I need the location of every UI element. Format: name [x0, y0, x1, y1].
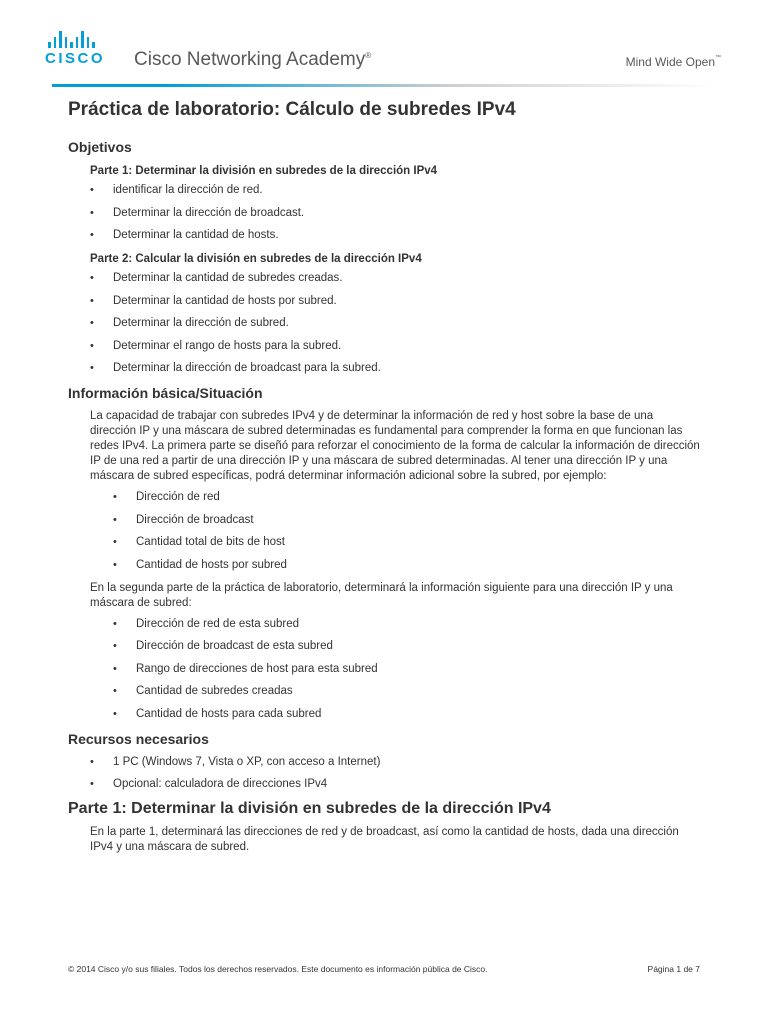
- copyright-text: © 2014 Cisco y/o sus filiales. Todos los derechos reservados. Este documento es información pública de Cisco.: [68, 964, 488, 974]
- background-heading: Información básica/Situación: [68, 385, 263, 401]
- part1-heading: Parte 1: Determinar la división en subredes de la dirección IPv4: [68, 800, 551, 817]
- page-number: Página 1 de 7: [647, 964, 700, 974]
- part1-paragraph: En la parte 1, determinará las direcciones de red y de broadcast, así como la cantidad de hosts, dada una dirección IPv4 y una máscara de subred.: [90, 826, 679, 853]
- background-list-2: [113, 617, 698, 722]
- list-item: • Cantidad total de bits de host: [113, 535, 698, 550]
- cisco-bars-icon: [48, 30, 105, 48]
- document-title: Práctica de laboratorio: Cálculo de subredes IPv4: [68, 99, 516, 120]
- cisco-wordmark: CISCO: [45, 50, 106, 67]
- page-header: [0, 0, 768, 92]
- cisco-logo: [45, 30, 105, 67]
- document-body: [68, 97, 698, 863]
- list-item: • Determinar el rango de hosts para la subred.: [90, 339, 698, 354]
- part1-section: [68, 800, 698, 855]
- objectives-heading: Objetivos: [68, 139, 132, 155]
- header-divider: [52, 84, 718, 87]
- objectives-part1-list: [90, 183, 698, 243]
- resources-section: [68, 730, 698, 793]
- list-item: • Determinar la dirección de broadcast para la subred.: [90, 361, 698, 376]
- list-item: • Determinar la cantidad de subredes creadas.: [90, 271, 698, 286]
- list-item: • Determinar la dirección de broadcast.: [90, 206, 698, 221]
- background-paragraph-2: En la segunda parte de la práctica de laboratorio, determinará la información siguiente para una dirección IP y una máscara de subred:: [90, 581, 673, 609]
- list-item: • Dirección de broadcast: [113, 513, 698, 528]
- background-paragraph-1: La capacidad de trabajar con subredes IPv4 y de determinar la información de red y host sobre la base de una dirección IP y una máscara de subred determinadas es fundamental para comprender la forma en que funcionan las redes IPv4. La primera parte se diseñó para reforzar el conocimiento de la forma de calcular la información de dirección IP de una red a partir de una dirección IP y una máscara de subred determinadas. Al tener una dirección IP y una máscara de subred específicas, podrá determinar información adicional sobre la subred, por ejemplo:: [90, 410, 700, 482]
- list-item: • identificar la dirección de red.: [90, 183, 698, 198]
- list-item: • Cantidad de hosts por subred: [113, 558, 698, 573]
- list-item: • Dirección de broadcast de esta subred: [113, 639, 698, 654]
- tagline: Mind Wide Open™: [625, 55, 721, 69]
- background-list-1: [113, 490, 698, 573]
- list-item: • Determinar la cantidad de hosts por subred.: [90, 294, 698, 309]
- background-section: [68, 384, 698, 722]
- list-item: • Cantidad de hosts para cada subred: [113, 707, 698, 722]
- list-item: • Determinar la cantidad de hosts.: [90, 228, 698, 243]
- list-item: • Rango de direcciones de host para esta subred: [113, 662, 698, 677]
- list-item: • 1 PC (Windows 7, Vista o XP, con acceso a Internet): [90, 755, 698, 770]
- objectives-part2-list: [90, 271, 698, 376]
- resources-heading: Recursos necesarios: [68, 730, 209, 747]
- list-item: • Dirección de red de esta subred: [113, 617, 698, 632]
- list-item: • Opcional: calculadora de direcciones IPv4: [90, 777, 698, 792]
- objectives-part2-heading: Parte 2: Calcular la división en subredes de la dirección IPv4: [90, 253, 422, 265]
- list-item: • Dirección de red: [113, 490, 698, 505]
- academy-name: Cisco Networking Academy®: [134, 49, 372, 70]
- list-item: • Determinar la dirección de subred.: [90, 316, 698, 331]
- resources-list: [90, 755, 698, 793]
- objectives-part1-heading: Parte 1: Determinar la división en subredes de la dirección IPv4: [90, 165, 438, 177]
- objectives-section: [68, 138, 698, 376]
- list-item: • Cantidad de subredes creadas: [113, 684, 698, 699]
